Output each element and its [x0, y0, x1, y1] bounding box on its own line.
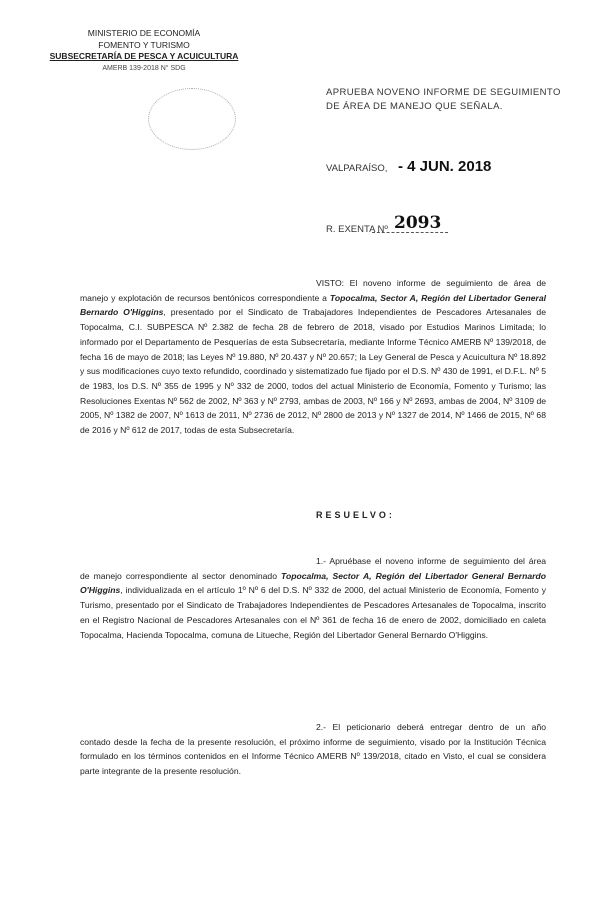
exenta-label: R. EXENTA Nº — [326, 224, 388, 235]
visto-text-1: VISTO: El noveno informe de seguimiento de área de manejo y explotación de recursos bentónicos correspondiente a — [80, 278, 546, 303]
resuelvo-heading: RESUELVO: — [316, 510, 395, 520]
subject-title: APRUEBA NOVENO INFORME DE SEGUIMIENTO DE ÁREA DE MANEJO QUE SEÑALA. — [326, 87, 561, 112]
point-1-area: Topocalma, Sector A, Región del Libertador General Bernardo O'Higgins — [80, 570, 547, 596]
point-2-paragraph — [80, 720, 546, 779]
header-line-2: FOMENTO Y TURISMO — [98, 39, 190, 50]
point-2-text: 2.- El peticionario deberá entregar dentro de un año contado desde la fecha de la presente resolución, el próximo informe de seguimiento, visado por la Institución Técnica formulado en los términos contenidos en el Informe Técnico AMERB Nº 139/2018, citado en Visto, el cual se considera parte integrante de la presente resolución. — [80, 722, 546, 777]
point-1-text-b: , individualizada en el artículo 1º Nº 6 del D.S. Nº 332 de 2000, del actual Ministerio de Economía, Fomento y Turismo, presentado por el Sindicato de Trabajadores Independientes de Pescadores Artesanales de Topocalma, inscrito en el Registro Nacional de Pescadores Artesanales con el Nº 361 de fecha 16 de enero de 2002, domiciliado en caleta Topocalma, Hacienda Topocalma, comuna de Litueche, Región del Libertador General Bernardo O'Higgins. — [80, 585, 546, 640]
header-line-3: SUBSECRETARÍA DE PESCA Y ACUICULTURA — [49, 51, 239, 61]
exenta-number: 2093 — [394, 213, 442, 233]
exenta-underline — [372, 232, 448, 233]
issue-date: - 4 JUN. 2018 — [398, 158, 492, 175]
visto-area: Topocalma, Sector A, Región del Libertador General Bernardo O'Higgins — [80, 292, 546, 318]
visto-text-2: , presentado por el Sindicato de Trabajadores Independientes de Pescadores Artesanales de Topocalma, C.I. SUBPESCA Nº 2.382 de fecha 28 de febrero de 2018, visado por Estudios Marinos Limitada; lo informado por el Departamento de Pesquerías de esta Subsecretaría, mediante Informe Técnico AMERB Nº 139/2018, de fecha 16 de mayo de 2018; las Leyes Nº 19.880, Nº 20.437 y Nº 20.657; la Ley General de Pesca y Acuicultura Nº 18.892 y sus modificaciones cuyo texto refundido, coordinado y sistematizado fue fijado por el D.S. Nº 430 de 1991, el D.F.L. Nº 5 de 1983, los D.S. Nº 355 de 1995 y Nº 332 de 2000, todos del actual Ministerio de Economía, Fomento y Turismo; las Resoluciones Exentas Nº 562 de 2002, Nº 363 y Nº 2793, ambas de 2003, Nº 166 y Nº 2693, ambas de 2004, Nº 3109 de 2005, Nº 1382 de 2007, Nº 1613 de 2011, Nº 2736 de 2012, Nº 2800 de 2013 y Nº 1327 de 2014, Nº 1466 de 2015, Nº 68 de 2016 y Nº 612 de 2017, todas de esta Subsecretaría. — [80, 307, 546, 436]
ministry-header — [44, 28, 244, 74]
header-reference: AMERB 139-2018 N° SDG — [102, 64, 186, 72]
received-stamp — [148, 88, 236, 150]
place-label: VALPARAÍSO, — [326, 163, 388, 174]
point-1-paragraph — [80, 554, 546, 642]
visto-paragraph — [80, 276, 546, 438]
header-line-1: MINISTERIO DE ECONOMÍA — [87, 28, 201, 38]
point-1-text-a: 1.- Apruébase el noveno informe de seguimiento del área de manejo correspondiente al sector denominado — [80, 556, 546, 581]
